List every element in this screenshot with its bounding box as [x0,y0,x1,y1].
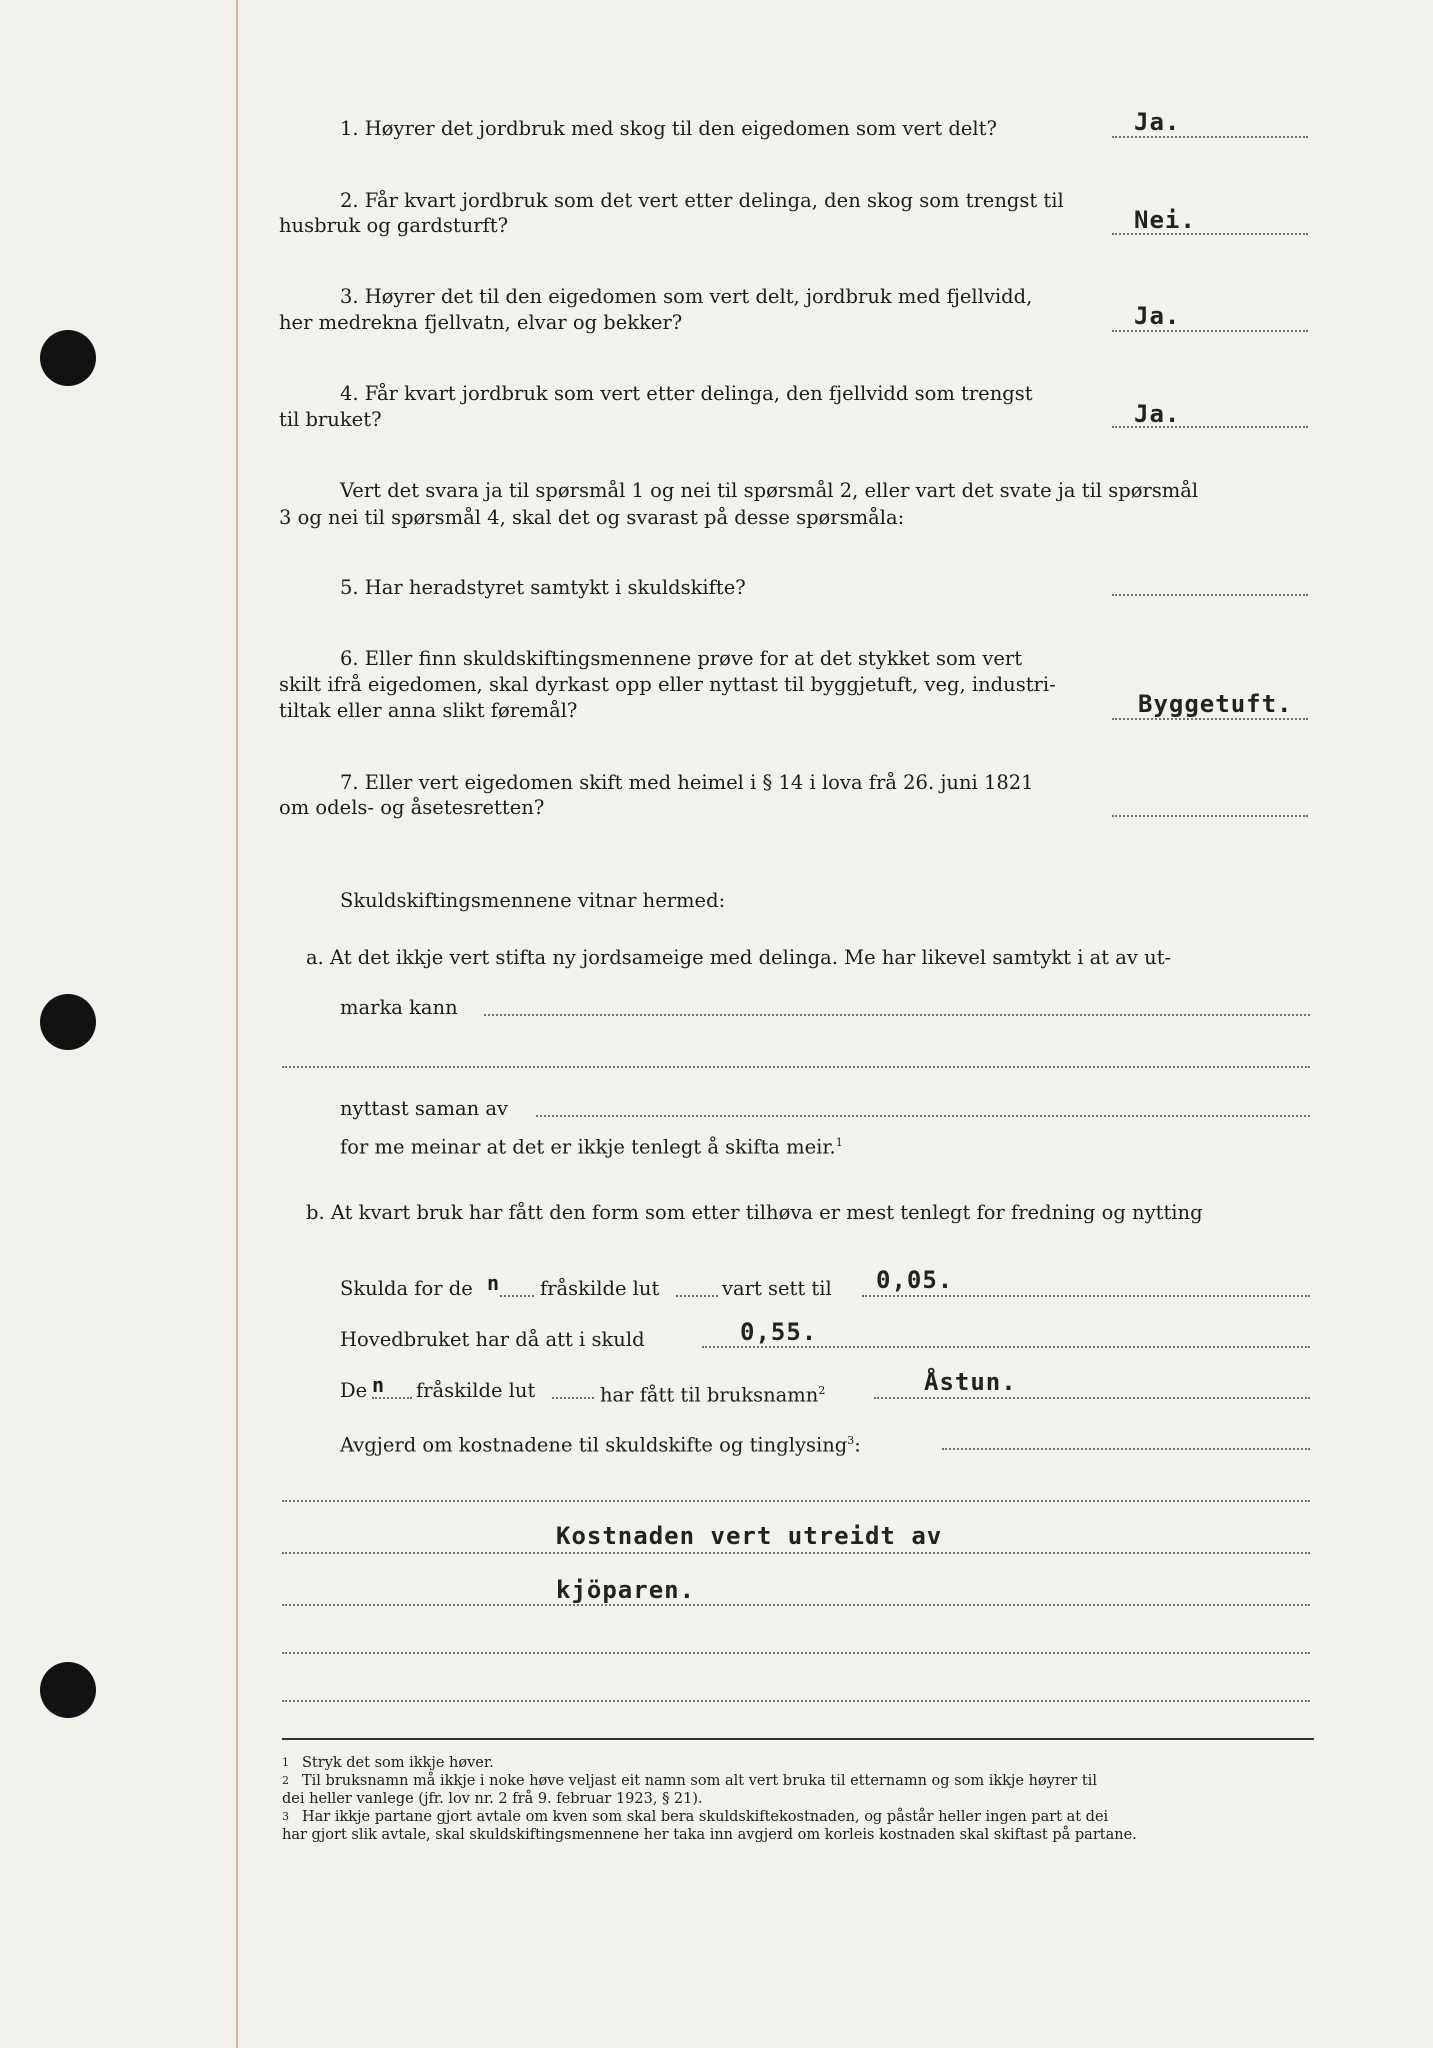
footnote-mark: 1 [282,1756,289,1769]
skuld-row-1-b: fråskilde lut [540,1277,660,1300]
fill-line [282,1604,1310,1606]
answer-6: Byggetuft. [1138,690,1293,718]
fill-line [372,1397,412,1399]
witness-a-line-2: marka kann [340,996,458,1019]
answer-line [1112,136,1308,138]
fill-line [862,1295,1310,1297]
footnote-ref: 1 [835,1136,843,1149]
intro-line-2: 3 og nei til spørsmål 4, skal det og svarast på desse spørsmåla: [279,506,905,529]
skuld-row-3-fill: n [372,1373,385,1397]
fill-line [942,1448,1310,1450]
fill-line [874,1397,1310,1399]
fill-line [282,1700,1310,1702]
answer-1: Ja. [1134,108,1181,136]
typed-line-2: kjöparen. [556,1576,696,1604]
witness-b-line-1: b. At kvart bruk har fått den form som etter tilhøva er mest tenlegt for fredning og nytting [306,1201,1203,1224]
question-6-line-2: skilt ifrå eigedomen, skal dyrkast opp eller nyttast til byggjetuft, veg, industri- [279,673,1056,696]
question-7-line-1: 7. Eller vert eigedomen skift med heimel i § 14 i lova frå 26. juni 1821 [340,771,1034,794]
fill-line [676,1295,718,1297]
witness-a-line-4: for me meinar at det er ikkje tenlegt å skifta meir. [340,1135,836,1159]
answer-line [1112,718,1308,720]
skuld-row-3-a: De [340,1379,368,1402]
question-1: 1. Høyrer det jordbruk med skog til den eigedomen som vert delt? [340,117,997,140]
footnote-2 [282,1772,1322,1790]
footnote-mark: 3 [282,1810,289,1823]
skuld-row-3-c-wrap [600,1378,825,1409]
footnote-3 [282,1808,1322,1826]
intro-line-1: Vert det svara ja til spørsmål 1 og nei til spørsmål 2, eller vart det svate ja til spørsmål [340,479,1199,502]
witness-a-line-1: a. At det ikkje vert stifta ny jordsameige med delinga. Me har likevel samtykt i at av ut- [306,946,1172,969]
question-5: 5. Har heradstyret samtykt i skuldskifte? [340,576,746,599]
skuld-row-3-value: Åstun. [924,1368,1017,1396]
margin-line [236,0,238,2048]
fill-line [484,1014,1310,1016]
skuld-row-3-b: fråskilde lut [416,1379,536,1402]
skuld-row-3-c: har fått til bruksnamn [600,1383,819,1407]
footnote-2-text: Til bruksnamn må ikkje i noke høve veljast eit namn som alt vert bruka til etternamn og som ikkje høyrer til [302,1773,1098,1789]
fill-line [282,1652,1310,1654]
skuld-row-1-value: 0,05. [876,1266,954,1294]
answer-2: Nei. [1134,206,1196,234]
question-4-line-1: 4. Får kvart jordbruk som vert etter delinga, den fjellvidd som trengst [340,382,1033,405]
footnote-2-cont: dei heller vanlege (jfr. lov nr. 2 frå 9. februar 1923, § 21). [282,1791,703,1807]
question-7-line-2: om odels- og åsetesretten? [279,796,545,819]
answer-4: Ja. [1134,400,1181,428]
witness-a-line-4-wrap [340,1130,843,1161]
footnote-3-text: Har ikkje partane gjort avtale om kven som skal bera skuldskiftekostnaden, og påstår heller ingen part at dei [302,1809,1109,1825]
answer-line [1112,815,1308,817]
skuld-row-2-value: 0,55. [740,1318,818,1346]
answer-line [1112,594,1308,596]
question-2-line-1: 2. Får kvart jordbruk som det vert etter delinga, den skog som trengst til [340,189,1064,212]
question-6-line-3: tiltak eller anna slikt føremål? [279,699,578,722]
fill-line [282,1552,1310,1554]
question-6-line-1: 6. Eller finn skuldskiftingsmennene prøve for at det stykket som vert [340,647,1023,670]
witness-a-line-3: nyttast saman av [340,1097,509,1120]
footnote-ref: 2 [818,1384,826,1397]
skuld-row-1-c: vart sett til [722,1277,832,1300]
fill-line [282,1066,1310,1068]
footnote-1 [282,1754,1322,1772]
punch-hole [40,994,96,1050]
skuld-row-4: Avgjerd om kostnadene til skuldskifte og tinglysing [340,1433,848,1457]
answer-3: Ja. [1134,302,1181,330]
question-3-line-1: 3. Høyrer det til den eigedomen som vert delt, jordbruk med fjellvidd, [340,285,1033,308]
punch-hole [40,1662,96,1718]
skuld-row-4-colon: : [854,1433,861,1457]
answer-line [1112,330,1308,332]
question-3-line-2: her medrekna fjellvatn, elvar og bekker? [279,311,683,334]
question-2-line-2: husbruk og gardsturft? [279,214,509,237]
skuld-row-2-a: Hovedbruket har då att i skuld [340,1328,645,1351]
fill-line [552,1397,594,1399]
footnote-ref: 3 [847,1434,855,1447]
question-4-line-2: til bruket? [279,408,382,431]
footnote-3-cont: har gjort slik avtale, skal skuldskiftingsmennene her taka inn avgjerd om korleis kostnaden skal skiftast på partane. [282,1827,1137,1843]
skuld-row-1-fill: n [487,1271,500,1295]
footnote-rule [282,1738,1314,1740]
footnote-mark: 2 [282,1774,289,1787]
witness-heading: Skuldskiftingsmennene vitnar hermed: [340,889,726,912]
fill-line [536,1115,1310,1117]
punch-hole [40,330,96,386]
fill-line [702,1346,1310,1348]
footnote-1-text: Stryk det som ikkje høver. [302,1755,494,1771]
fill-line [500,1295,534,1297]
fill-line [282,1500,1310,1502]
skuld-row-1-a: Skulda for de [340,1277,473,1300]
skuld-row-4-wrap [340,1428,861,1459]
typed-line-1: Kostnaden vert utreidt av [556,1522,943,1550]
